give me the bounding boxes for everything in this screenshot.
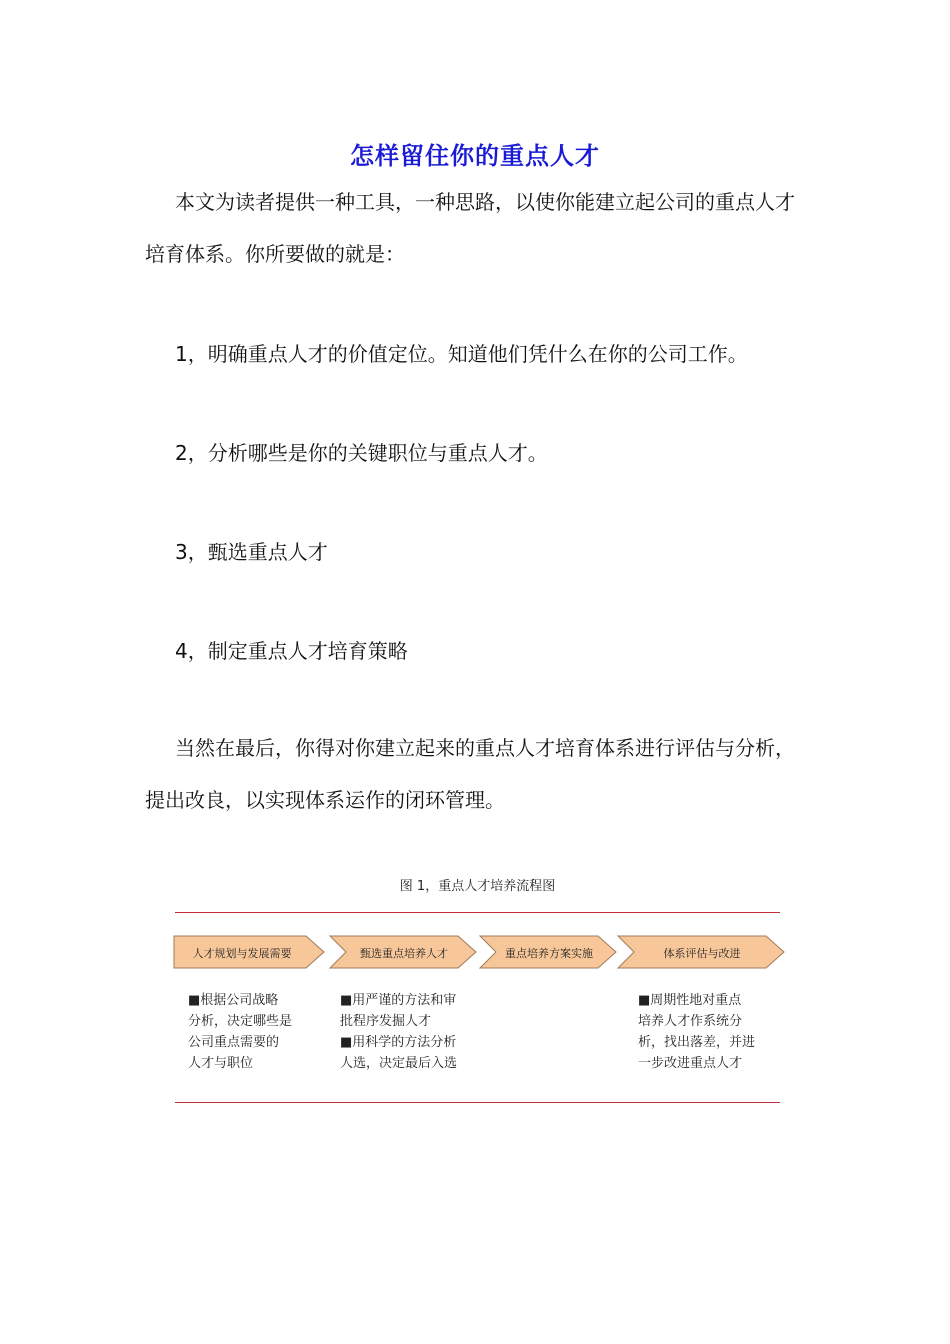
flow-arrows: [170, 930, 785, 980]
conclusion-paragraph: 当然在最后，你得对你建立起来的重点人才培育体系进行评估与分析，提出改良，以实现体系运作的闭环管理。: [145, 736, 795, 812]
desc-line: ■周期性地对重点: [638, 993, 742, 1008]
desc-line: ■用科学的方法分析: [340, 1035, 457, 1050]
stage-label-3: 重点培养方案实施: [505, 947, 593, 960]
step-1: 1，明确重点人才的价值定位。知道他们凭什么在你的公司工作。: [175, 342, 748, 366]
desc-line: 人选，决定最后入选: [340, 1056, 458, 1071]
top-rule: [175, 912, 780, 913]
desc-line: 分析，决定哪些是: [188, 1014, 293, 1029]
desc-line: ■用严谨的方法和审: [340, 993, 457, 1008]
stage-label-4: 体系评估与改进: [663, 947, 741, 960]
desc-line: 批程序发掘人才: [340, 1014, 432, 1029]
step-4: 4，制定重点人才培育策略: [175, 639, 408, 663]
desc-line: 析，找出落差，并进: [638, 1035, 756, 1050]
desc-line: ■根据公司战略: [188, 993, 279, 1008]
desc-line: 一步改进重点人才: [638, 1056, 743, 1071]
stage-desc-1: [188, 990, 292, 1074]
stage-desc-3: [638, 990, 755, 1074]
page-title: 怎样留住你的重点人才: [350, 142, 600, 170]
flowchart-figure: [170, 870, 785, 1110]
figure-caption: 图 1，重点人才培养流程图: [399, 879, 556, 894]
stage-label-1: 人才规划与发展需要: [192, 947, 292, 960]
stage-label-2: 甄选重点培养人才: [360, 947, 448, 960]
desc-line: 公司重点需要的: [188, 1035, 280, 1050]
desc-line: 培养人才作系统分: [638, 1014, 743, 1029]
stage-desc-2: [340, 990, 457, 1074]
desc-line: 人才与职位: [188, 1056, 254, 1071]
bottom-rule: [175, 1102, 780, 1103]
step-3: 3，甄选重点人才: [175, 540, 328, 564]
step-2: 2，分析哪些是你的关键职位与重点人才。: [175, 441, 548, 465]
intro-paragraph: 本文为读者提供一种工具，一种思路，以使你能建立起公司的重点人才培育体系。你所要做的就是：: [145, 190, 795, 266]
